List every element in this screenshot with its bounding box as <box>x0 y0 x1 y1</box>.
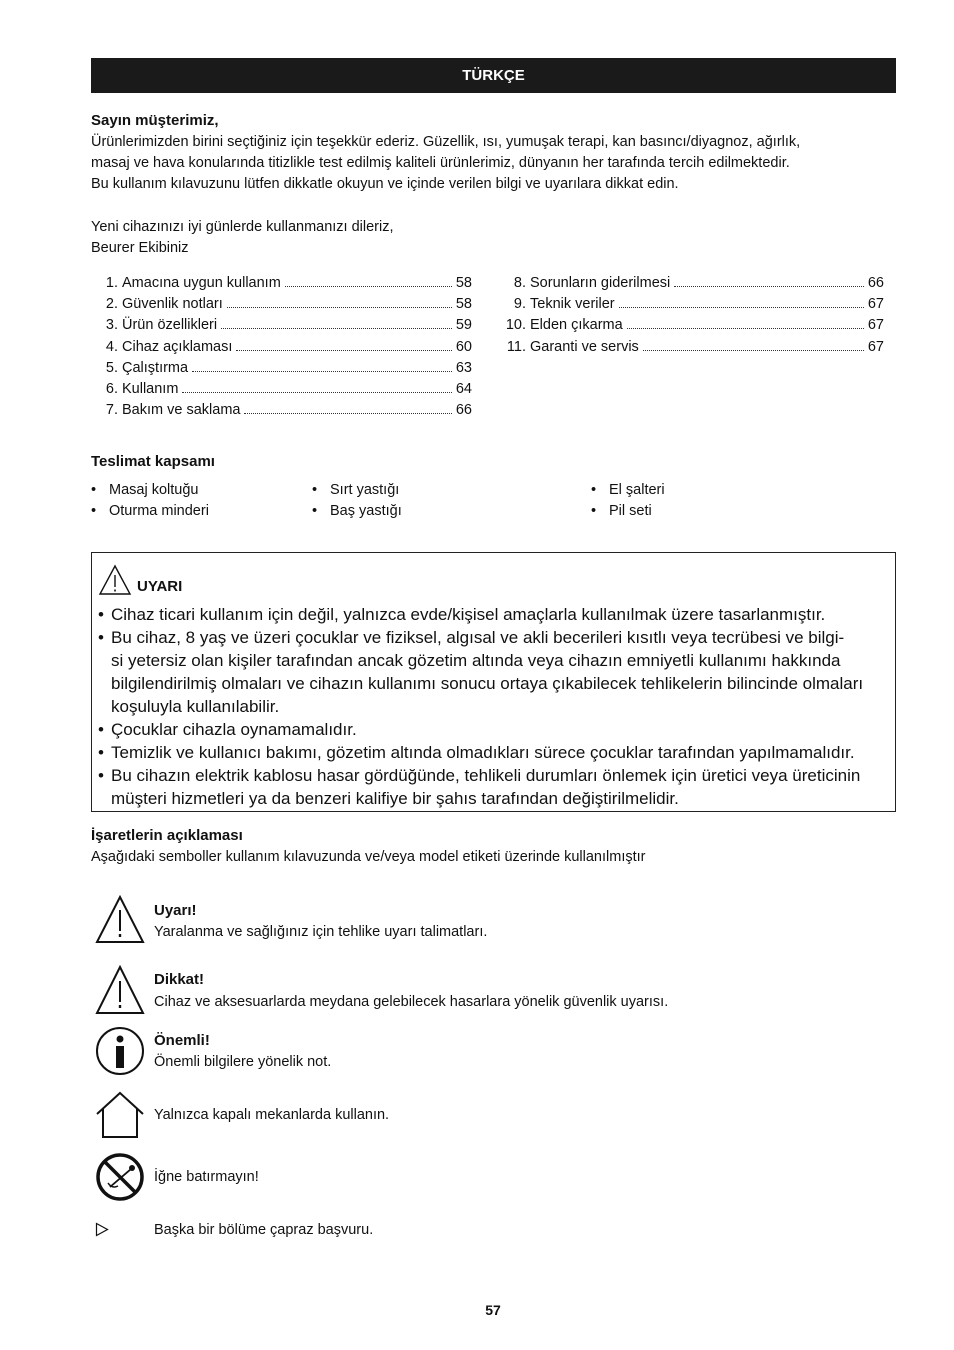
toc-item[interactable]: 11. Garanti ve servis 67 <box>506 338 884 355</box>
symbols-subtitle: Aşağıdaki semboller kullanım kılavuzunda ve/veya model etiketi üzerinde kullanılmıştır <box>91 849 646 865</box>
triangle-right-icon <box>95 1222 109 1237</box>
delivery-item: • Pil seti <box>591 501 665 522</box>
warning-item <box>98 764 890 810</box>
warning-line: • Temizlik ve kullanıcı bakımı, gözetim altında olmadıkları sürece çocuklar tarafından yapılmamalıdır. <box>111 743 855 762</box>
info-circle-icon <box>95 1026 145 1076</box>
warning-title: UYARI <box>137 578 183 595</box>
toc-item[interactable]: 3. Ürün özellikleri 59 <box>105 317 472 334</box>
intro-line: masaj ve hava konularında titizlikle test edilmiş kaliteli ürünlerimiz, dünyanın her tarafında tercih edilmektedir. <box>91 155 790 171</box>
delivery-list-3 <box>591 480 665 522</box>
delivery-item: • Baş yastığı <box>312 501 402 522</box>
delivery-title: Teslimat kapsamı <box>91 453 215 470</box>
symbol-caution-title: Dikkat! <box>154 971 205 988</box>
symbols-title: İşaretlerin açıklaması <box>91 827 243 844</box>
warning-line: • Bu cihazın elektrik kablosu hasar gördüğünde, tehlikeli durumları önlemek için üretici veya üreticinin <box>111 766 861 785</box>
warning-triangle-icon <box>98 564 132 596</box>
greeting: Sayın müşterimiz, <box>91 112 219 129</box>
no-pins-icon <box>95 1152 145 1202</box>
toc-item[interactable]: 5. Çalıştırma 63 <box>105 359 472 376</box>
warning-line: si yetersiz olan kişiler tarafından ancak gözetim altında veya cihazın emniyetli kullanımı hakkında <box>111 651 841 670</box>
toc-item[interactable]: 10. Elden çıkarma 67 <box>505 317 884 334</box>
toc-item[interactable]: 6. Kullanım 64 <box>105 380 472 397</box>
intro-line: Bu kullanım kılavuzunu lütfen dikkatle okuyun ve içinde verilen bilgi ve uyarılara dikkat edin. <box>91 176 679 192</box>
toc-left <box>92 273 472 421</box>
warning-line: • Cihaz ticari kullanım için değil, yalnızca evde/kişisel amaçlarla kullanılmak üzere tasarlanmıştır. <box>111 605 826 624</box>
language-header: TÜRKÇE <box>91 58 896 93</box>
warning-line: • Bu cihaz, 8 yaş ve üzeri çocuklar ve fiziksel, algısal ve akli becerileri kısıtlı veya tecrübesi ve bilgi- <box>111 628 845 647</box>
symbol-important-title: Önemli! <box>154 1032 210 1049</box>
warning-item <box>98 741 890 764</box>
intro-paragraph <box>91 132 901 195</box>
symbol-indoor-text: Yalnızca kapalı mekanlarda kullanın. <box>154 1107 390 1123</box>
delivery-item: • Masaj koltuğu <box>91 480 209 501</box>
delivery-list-1 <box>91 480 209 522</box>
toc-item[interactable]: 9. Teknik veriler 67 <box>513 296 884 313</box>
toc-right <box>500 273 884 358</box>
toc-item[interactable]: 7. Bakım ve saklama 66 <box>105 402 472 419</box>
warning-line: müşteri hizmetleri ya da benzeri kalifiye bir şahıs tarafından değiştirilmelidir. <box>111 789 679 808</box>
warning-item <box>98 718 890 741</box>
warning-box <box>91 552 896 812</box>
signature: Beurer Ekibiniz <box>91 240 189 256</box>
toc-item[interactable]: 4. Cihaz açıklaması 60 <box>105 338 472 355</box>
symbol-crossref-text: Başka bir bölüme çapraz başvuru. <box>154 1222 374 1238</box>
delivery-list-2 <box>312 480 402 522</box>
warning-item <box>98 626 890 718</box>
symbol-warning-title: Uyarı! <box>154 902 197 919</box>
closing-line: Yeni cihazınızı iyi günlerde kullanmanızı dileriz, <box>91 219 394 235</box>
symbol-nopins-text: İğne batırmayın! <box>154 1169 259 1185</box>
delivery-item: • El şalteri <box>591 480 665 501</box>
warning-line: • Çocuklar cihazla oynamamalıdır. <box>111 720 357 739</box>
toc-item[interactable]: 1. Amacına uygun kullanım 58 <box>105 275 472 291</box>
warning-item <box>98 603 890 626</box>
symbol-important-text: Önemli bilgilere yönelik not. <box>154 1054 332 1070</box>
caution-triangle-icon <box>95 965 145 1016</box>
delivery-item: • Sırt yastığı <box>312 480 402 501</box>
warning-line: bilgilendirilmiş olmaları ve cihazın kullanımı sonucu ortaya çıkabilecek tehlikelerin bilincinde olmaları <box>111 674 864 693</box>
warning-line: koşuluyla kullanılabilir. <box>111 697 280 716</box>
intro-line: Ürünlerimizden birini seçtiğiniz için teşekkür ederiz. Güzellik, ısı, yumuşak terapi, kan basıncı/diyagnoz, ağırlık, <box>91 134 801 150</box>
delivery-item: • Oturma minderi <box>91 501 209 522</box>
symbol-caution-text: Cihaz ve aksesuarlarda meydana gelebilecek hasarlara yönelik güvenlik uyarısı. <box>154 994 669 1010</box>
warning-list <box>98 603 890 810</box>
page-number: 57 <box>485 1302 501 1318</box>
closing <box>91 217 394 259</box>
warning-triangle-icon <box>95 895 145 945</box>
symbol-warning-text: Yaralanma ve sağlığınız için tehlike uyarı talimatları. <box>154 924 488 940</box>
toc-item[interactable]: 8. Sorunların giderilmesi 66 <box>513 275 884 291</box>
toc-item[interactable]: 2. Güvenlik notları 58 <box>105 296 472 313</box>
house-icon <box>95 1091 145 1139</box>
